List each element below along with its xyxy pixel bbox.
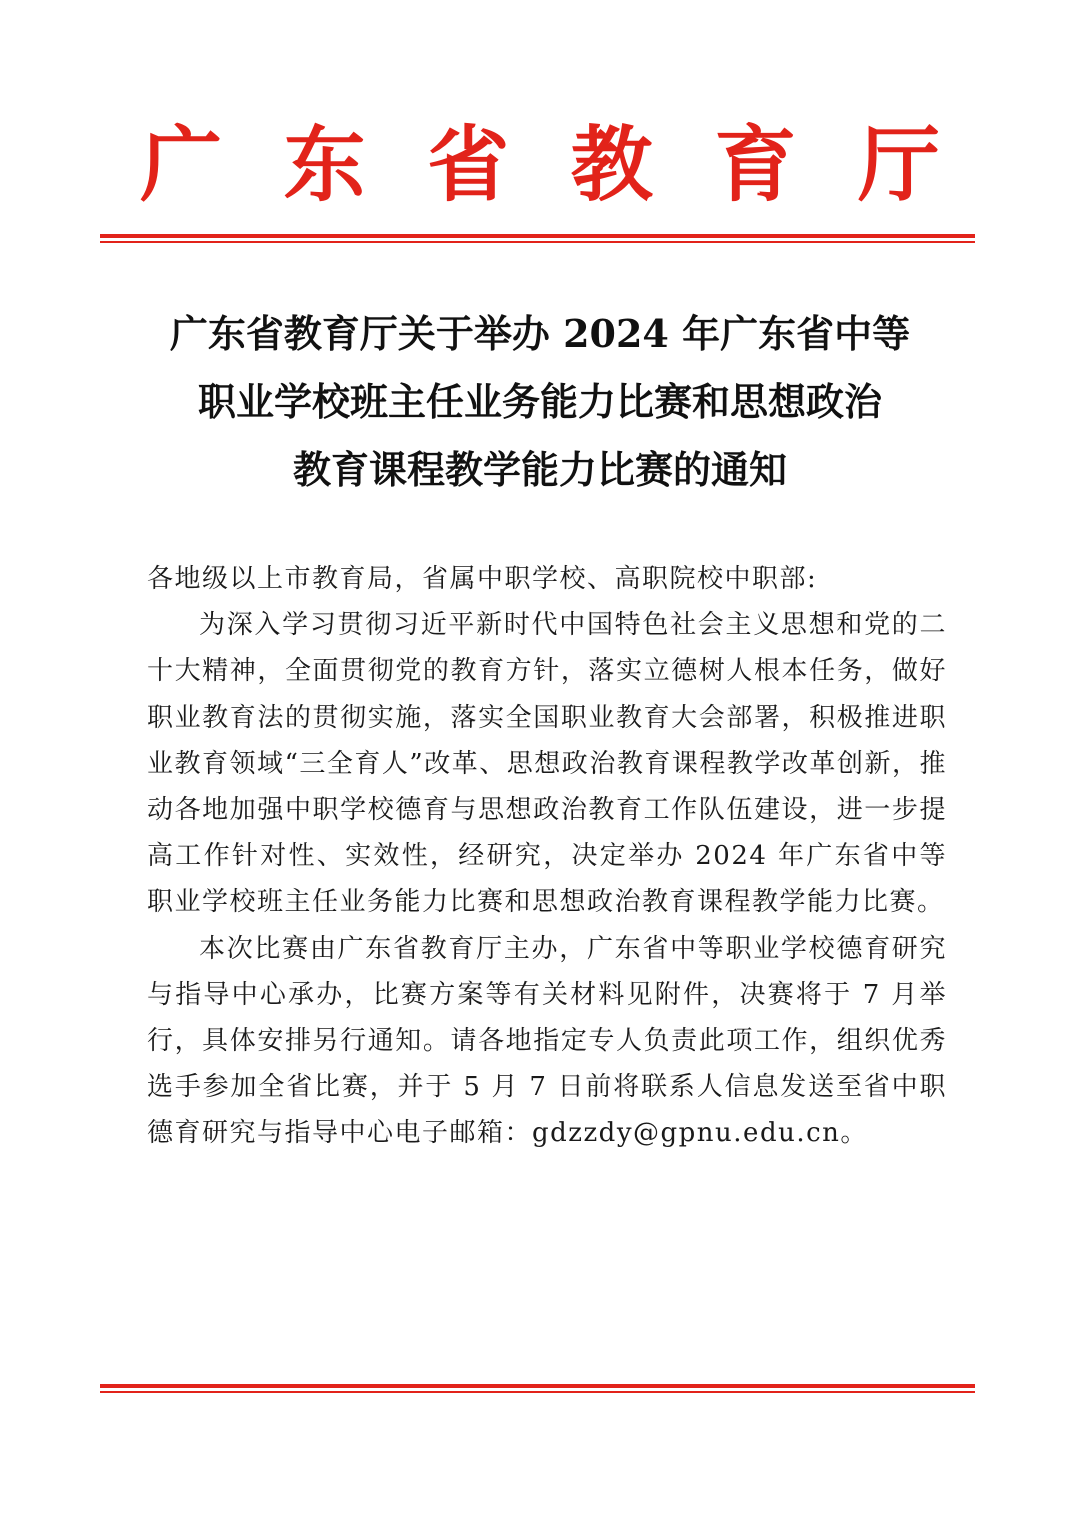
header-char: 育: [714, 117, 797, 213]
header-divider-thick-line: [100, 234, 975, 238]
header-divider-thin-line: [100, 241, 975, 243]
title-line: 广东省教育厅关于举办 2024 年广东省中等: [169, 311, 911, 356]
document-title: [110, 300, 970, 504]
body-paragraph: 本次比赛由广东省教育厅主办，广东省中等职业学校德育研究与指导中心承办，比赛方案等有关材料见附件，决赛将于 7 月举行，具体安排另行通知。请各地指定专人负责此项工作，组织优秀选手参加全省比赛，并于 5 月 7 日前将联系人信息发送至省中职德育研究与指导中心电子邮箱：gdzzdy@gpnu.edu.cn。: [147, 933, 947, 1149]
header-char: 东: [283, 117, 366, 213]
header-char: 省: [427, 117, 510, 213]
title-line: 职业学校班主任业务能力比赛和思想政治: [197, 379, 882, 424]
footer-divider-thick-line: [100, 1384, 975, 1388]
footer-divider: [100, 1384, 975, 1393]
salutation: 各地级以上市教育局，省属中职学校、高职院校中职部:: [147, 564, 818, 594]
header-divider: [100, 234, 975, 243]
header-char: 厅: [857, 117, 940, 213]
footer-divider-thin-line: [100, 1391, 975, 1393]
document-body: [147, 556, 947, 1157]
body-paragraph: 为深入学习贯彻习近平新时代中国特色社会主义思想和党的二十大精神，全面贯彻党的教育方针，落实立德树人根本任务，做好职业教育法的贯彻实施，落实全国职业教育大会部署，积极推进职业教育领域“三全育人”改革、思想政治教育课程教学改革创新，推动各地加强中职学校德育与思想政治教育工作队伍建设，进一步提高工作针对性、实效性，经研究，决定举办 2024 年广东省中等职业学校班主任业务能力比赛和思想政治教育课程教学能力比赛。: [147, 610, 947, 918]
header-char: 教: [570, 117, 653, 213]
title-line: 教育课程教学能力比赛的通知: [292, 447, 787, 492]
issuing-authority-header: [140, 115, 940, 215]
header-char: 广: [140, 117, 223, 213]
